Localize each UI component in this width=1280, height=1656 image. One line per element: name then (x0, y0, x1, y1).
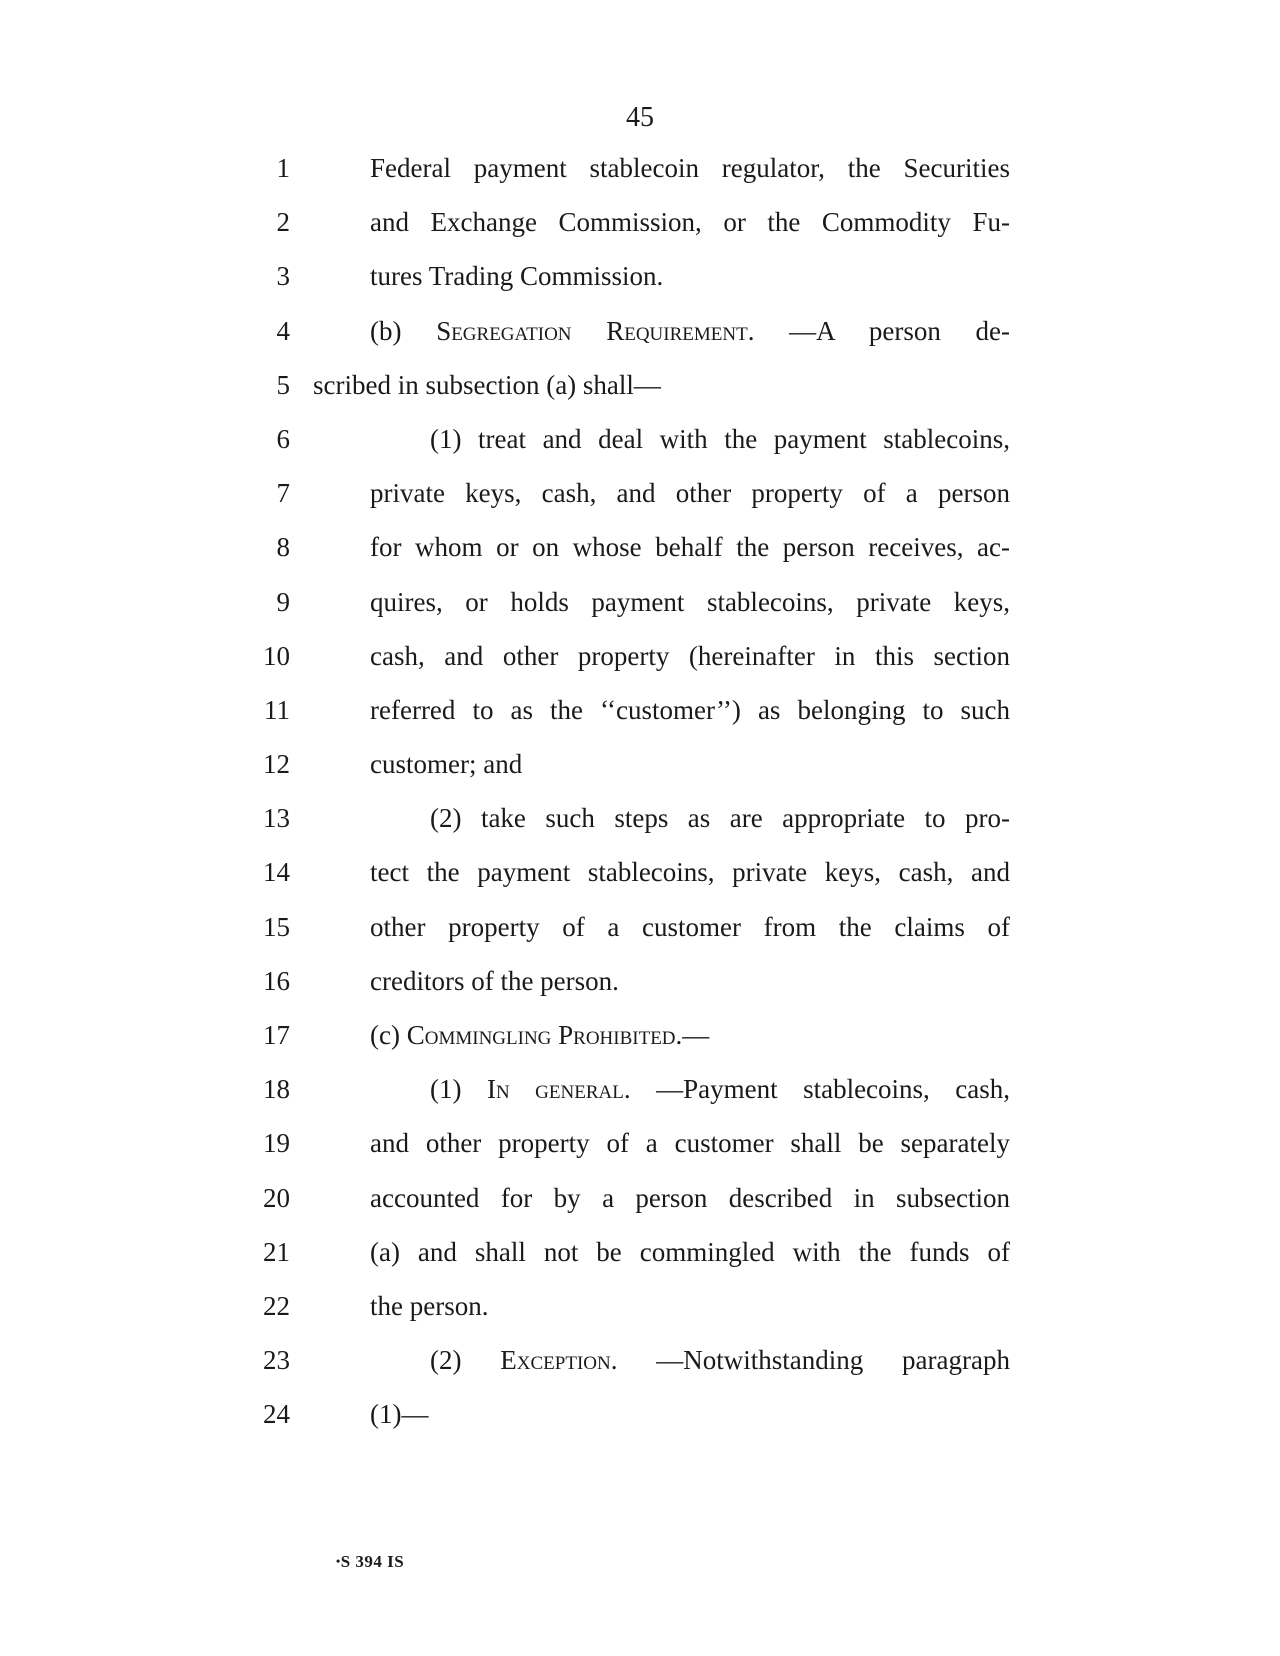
line-number: 6 (276, 423, 290, 454)
line-13 (0, 798, 1280, 852)
line-number: 2 (276, 207, 290, 238)
line-9 (0, 582, 1280, 636)
line-text (430, 1069, 1010, 1109)
line-text: accounted for by a person described in subsection (370, 1182, 1010, 1213)
line-number: 3 (276, 261, 290, 292)
line-number: 16 (263, 965, 290, 996)
line-21 (0, 1232, 1280, 1286)
line-number: 8 (276, 532, 290, 563)
line-2 (0, 202, 1280, 256)
line-number: 20 (263, 1182, 290, 1213)
line-text: referred to as the ‘‘customer’’) as belonging to such (370, 694, 1010, 725)
paragraph-heading: In general. (486, 1074, 631, 1105)
line-number: 5 (276, 369, 290, 400)
subsection-label: (c) (370, 1020, 407, 1050)
line-number: 12 (263, 749, 290, 780)
line-number: 4 (276, 315, 290, 346)
line-17 (0, 1015, 1280, 1069)
line-5 (0, 365, 1280, 419)
bill-text (0, 148, 1280, 1449)
line-text: for whom or on whose behalf the person receives, ac- (370, 532, 1010, 563)
line-text: Federal payment stablecoin regulator, the Securities (370, 153, 1010, 183)
line-number: 17 (263, 1020, 290, 1050)
line-14 (0, 852, 1280, 906)
line-text-rest: —Payment stablecoins, cash, (656, 1074, 1011, 1105)
line-text (370, 311, 1010, 351)
line-20 (0, 1178, 1280, 1232)
line-6 (0, 419, 1280, 473)
line-text: and Exchange Commission, or the Commodity Fu- (370, 207, 1010, 238)
line-text: (2) take such steps as are appropriate to pro- (430, 803, 1010, 834)
line-text: other property of a customer from the claims of (370, 911, 1010, 942)
line-11 (0, 690, 1280, 744)
paragraph-label: (2) (430, 1345, 501, 1376)
line-24 (0, 1394, 1280, 1448)
footer-bullet: • (336, 1554, 341, 1568)
line-text: private keys, cash, and other property of a person (370, 478, 1010, 509)
subsection-label: (b) (370, 315, 437, 346)
line-text-rest: —Notwithstanding paragraph (656, 1345, 1010, 1376)
line-1 (0, 148, 1280, 202)
line-text-rest: — (682, 1020, 710, 1050)
line-text: (a) and shall not be commingled with the funds of (370, 1236, 1010, 1267)
line-10 (0, 636, 1280, 690)
subsection-heading: Commingling Prohibited. (406, 1020, 683, 1050)
line-8 (0, 527, 1280, 581)
line-text: and other property of a customer shall be separately (370, 1128, 1010, 1159)
page-number: 45 (626, 102, 654, 133)
footer-text: S 394 IS (340, 1552, 405, 1571)
line-number: 14 (263, 857, 290, 888)
line-19 (0, 1123, 1280, 1177)
line-number: 19 (263, 1128, 290, 1159)
line-15 (0, 907, 1280, 961)
line-number: 22 (263, 1290, 290, 1321)
subsection-heading: Segregation Requirement. (436, 315, 755, 346)
line-23 (0, 1340, 1280, 1394)
line-number: 18 (263, 1074, 290, 1105)
line-22 (0, 1286, 1280, 1340)
line-number: 15 (263, 911, 290, 942)
line-number: 13 (263, 803, 290, 834)
line-number: 9 (276, 586, 290, 617)
line-text: cash, and other property (hereinafter in this section (370, 640, 1010, 671)
line-text: tures Trading Commission. (370, 261, 664, 292)
line-number: 10 (263, 640, 290, 671)
line-number: 7 (276, 478, 290, 509)
line-text: creditors of the person. (370, 965, 619, 996)
line-number: 24 (263, 1399, 290, 1430)
line-number: 23 (263, 1345, 290, 1376)
line-text: (1)— (370, 1399, 429, 1430)
line-4 (0, 311, 1280, 365)
line-text: (1) treat and deal with the payment stablecoins, (430, 423, 1010, 454)
line-number: 11 (264, 694, 290, 725)
line-text: quires, or holds payment stablecoins, private keys, (370, 586, 1010, 617)
line-7 (0, 473, 1280, 527)
line-text-rest: —A person de- (789, 315, 1011, 346)
line-3 (0, 256, 1280, 310)
paragraph-heading: Exception. (500, 1345, 618, 1376)
line-text (430, 1340, 1010, 1380)
line-16 (0, 961, 1280, 1015)
line-text: customer; and (370, 749, 523, 780)
line-number: 1 (276, 153, 290, 183)
line-text: the person. (370, 1290, 489, 1321)
line-18 (0, 1069, 1280, 1123)
bill-identifier-footer (336, 1552, 404, 1572)
paragraph-label: (1) (430, 1074, 487, 1105)
line-text (370, 1015, 1010, 1055)
line-12 (0, 744, 1280, 798)
line-text: tect the payment stablecoins, private keys, cash, and (370, 857, 1010, 888)
line-text: scribed in subsection (a) shall— (313, 369, 661, 400)
line-number: 21 (263, 1236, 290, 1267)
